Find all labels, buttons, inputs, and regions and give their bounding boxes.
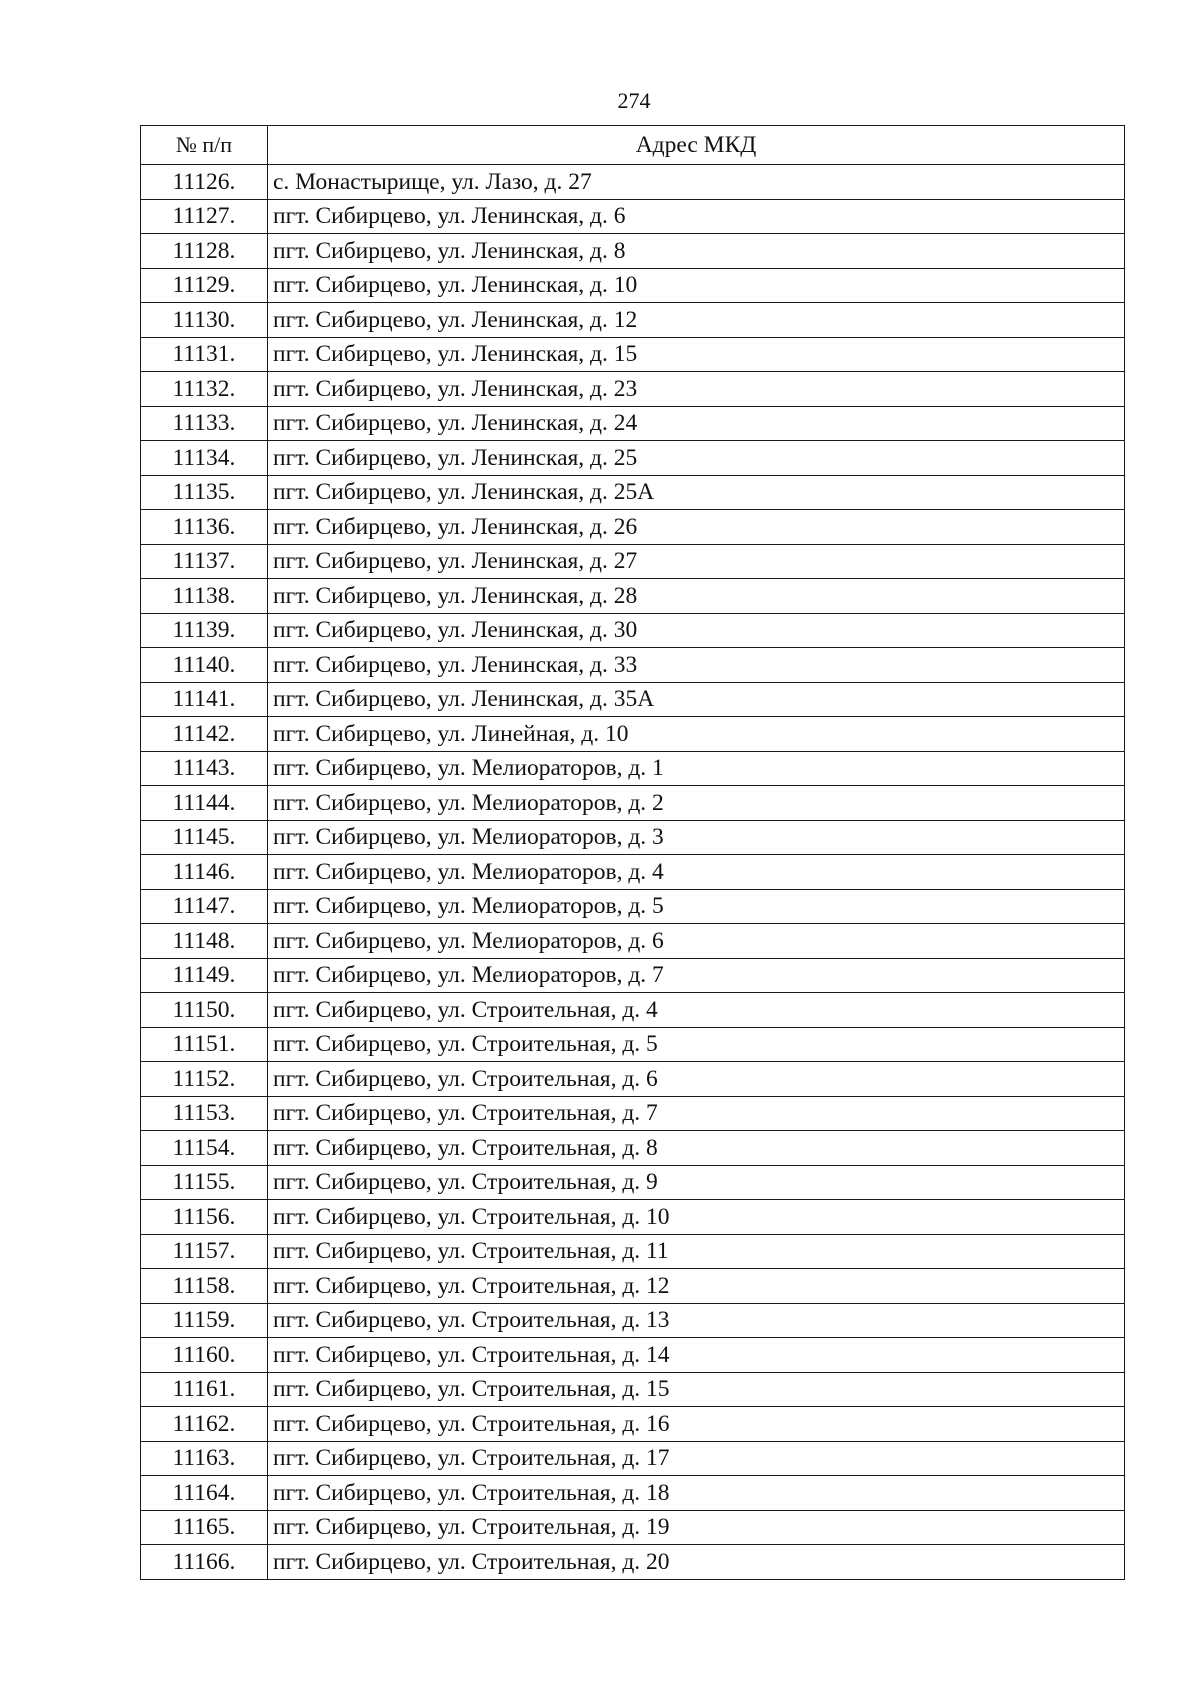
row-address: пгт. Сибирцево, ул. Мелиораторов, д. 1 — [268, 751, 1125, 786]
row-address: пгт. Сибирцево, ул. Ленинская, д. 33 — [268, 648, 1125, 683]
row-number: 11153. — [141, 1096, 268, 1131]
row-address: пгт. Сибирцево, ул. Строительная, д. 19 — [268, 1510, 1125, 1545]
mkd-address-table — [140, 125, 1125, 1580]
row-address: пгт. Сибирцево, ул. Ленинская, д. 8 — [268, 234, 1125, 269]
row-number: 11166. — [141, 1545, 268, 1580]
table-row — [141, 1372, 1125, 1407]
row-number: 11140. — [141, 648, 268, 683]
table-body — [141, 165, 1125, 1580]
row-number: 11157. — [141, 1234, 268, 1269]
row-address: пгт. Сибирцево, ул. Ленинская, д. 26 — [268, 510, 1125, 545]
table-row — [141, 682, 1125, 717]
row-number: 11151. — [141, 1027, 268, 1062]
table-row — [141, 717, 1125, 752]
row-address: пгт. Сибирцево, ул. Ленинская, д. 27 — [268, 544, 1125, 579]
row-number: 11154. — [141, 1131, 268, 1166]
row-number: 11126. — [141, 165, 268, 200]
row-number: 11150. — [141, 993, 268, 1028]
row-number: 11133. — [141, 406, 268, 441]
row-number: 11145. — [141, 820, 268, 855]
row-address: пгт. Сибирцево, ул. Ленинская, д. 30 — [268, 613, 1125, 648]
table-row — [141, 1510, 1125, 1545]
row-number: 11142. — [141, 717, 268, 752]
table-row — [141, 1407, 1125, 1442]
row-number: 11134. — [141, 441, 268, 476]
row-address: с. Монастырище, ул. Лазо, д. 27 — [268, 165, 1125, 200]
row-number: 11132. — [141, 372, 268, 407]
row-address: пгт. Сибирцево, ул. Мелиораторов, д. 4 — [268, 855, 1125, 890]
column-header-number: № п/п — [141, 126, 268, 165]
table-row — [141, 441, 1125, 476]
row-address: пгт. Сибирцево, ул. Ленинская, д. 6 — [268, 199, 1125, 234]
row-address: пгт. Сибирцево, ул. Мелиораторов, д. 3 — [268, 820, 1125, 855]
row-number: 11146. — [141, 855, 268, 890]
table-row — [141, 268, 1125, 303]
row-address: пгт. Сибирцево, ул. Строительная, д. 15 — [268, 1372, 1125, 1407]
row-address: пгт. Сибирцево, ул. Строительная, д. 17 — [268, 1441, 1125, 1476]
row-number: 11155. — [141, 1165, 268, 1200]
table-row — [141, 1096, 1125, 1131]
table-row — [141, 544, 1125, 579]
row-address: пгт. Сибирцево, ул. Строительная, д. 9 — [268, 1165, 1125, 1200]
row-address: пгт. Сибирцево, ул. Ленинская, д. 12 — [268, 303, 1125, 338]
row-address: пгт. Сибирцево, ул. Строительная, д. 14 — [268, 1338, 1125, 1373]
row-address: пгт. Сибирцево, ул. Строительная, д. 13 — [268, 1303, 1125, 1338]
row-address: пгт. Сибирцево, ул. Мелиораторов, д. 6 — [268, 924, 1125, 959]
table-row — [141, 1545, 1125, 1580]
row-address: пгт. Сибирцево, ул. Линейная, д. 10 — [268, 717, 1125, 752]
row-number: 11149. — [141, 958, 268, 993]
table-row — [141, 337, 1125, 372]
row-number: 11148. — [141, 924, 268, 959]
row-number: 11131. — [141, 337, 268, 372]
table-row — [141, 579, 1125, 614]
table-row — [141, 165, 1125, 200]
table-row — [141, 648, 1125, 683]
row-number: 11129. — [141, 268, 268, 303]
row-number: 11144. — [141, 786, 268, 821]
table-row — [141, 234, 1125, 269]
table-row — [141, 372, 1125, 407]
row-address: пгт. Сибирцево, ул. Строительная, д. 18 — [268, 1476, 1125, 1511]
row-number: 11138. — [141, 579, 268, 614]
row-address: пгт. Сибирцево, ул. Мелиораторов, д. 7 — [268, 958, 1125, 993]
row-address: пгт. Сибирцево, ул. Строительная, д. 12 — [268, 1269, 1125, 1304]
table-row — [141, 613, 1125, 648]
row-number: 11128. — [141, 234, 268, 269]
row-number: 11161. — [141, 1372, 268, 1407]
row-address: пгт. Сибирцево, ул. Ленинская, д. 23 — [268, 372, 1125, 407]
table-row — [141, 1269, 1125, 1304]
row-number: 11159. — [141, 1303, 268, 1338]
row-number: 11136. — [141, 510, 268, 545]
table-row — [141, 303, 1125, 338]
row-number: 11163. — [141, 1441, 268, 1476]
row-address: пгт. Сибирцево, ул. Ленинская, д. 25А — [268, 475, 1125, 510]
row-number: 11156. — [141, 1200, 268, 1235]
row-number: 11143. — [141, 751, 268, 786]
table-row — [141, 1200, 1125, 1235]
row-address: пгт. Сибирцево, ул. Строительная, д. 7 — [268, 1096, 1125, 1131]
table-row — [141, 1234, 1125, 1269]
row-number: 11127. — [141, 199, 268, 234]
row-address: пгт. Сибирцево, ул. Строительная, д. 6 — [268, 1062, 1125, 1097]
table-row — [141, 1476, 1125, 1511]
table-row — [141, 1062, 1125, 1097]
table-row — [141, 1441, 1125, 1476]
row-address: пгт. Сибирцево, ул. Ленинская, д. 25 — [268, 441, 1125, 476]
row-number: 11139. — [141, 613, 268, 648]
row-address: пгт. Сибирцево, ул. Строительная, д. 20 — [268, 1545, 1125, 1580]
row-address: пгт. Сибирцево, ул. Ленинская, д. 15 — [268, 337, 1125, 372]
row-address: пгт. Сибирцево, ул. Строительная, д. 5 — [268, 1027, 1125, 1062]
table-row — [141, 889, 1125, 924]
table-row — [141, 820, 1125, 855]
table-row — [141, 1027, 1125, 1062]
row-address: пгт. Сибирцево, ул. Ленинская, д. 10 — [268, 268, 1125, 303]
row-address: пгт. Сибирцево, ул. Строительная, д. 8 — [268, 1131, 1125, 1166]
row-number: 11147. — [141, 889, 268, 924]
column-header-address: Адрес МКД — [268, 126, 1125, 165]
table-row — [141, 751, 1125, 786]
table-row — [141, 1165, 1125, 1200]
page-number: 274 — [617, 88, 651, 113]
row-number: 11158. — [141, 1269, 268, 1304]
row-number: 11141. — [141, 682, 268, 717]
row-address: пгт. Сибирцево, ул. Ленинская, д. 35А — [268, 682, 1125, 717]
row-number: 11130. — [141, 303, 268, 338]
row-address: пгт. Сибирцево, ул. Строительная, д. 4 — [268, 993, 1125, 1028]
row-address: пгт. Сибирцево, ул. Строительная, д. 11 — [268, 1234, 1125, 1269]
row-number: 11165. — [141, 1510, 268, 1545]
table-row — [141, 406, 1125, 441]
row-number: 11164. — [141, 1476, 268, 1511]
row-address: пгт. Сибирцево, ул. Мелиораторов, д. 5 — [268, 889, 1125, 924]
row-number: 11162. — [141, 1407, 268, 1442]
row-address: пгт. Сибирцево, ул. Мелиораторов, д. 2 — [268, 786, 1125, 821]
table-row — [141, 199, 1125, 234]
table-row — [141, 924, 1125, 959]
row-address: пгт. Сибирцево, ул. Ленинская, д. 24 — [268, 406, 1125, 441]
row-number: 11137. — [141, 544, 268, 579]
table-row — [141, 475, 1125, 510]
table-row — [141, 786, 1125, 821]
table-row — [141, 1338, 1125, 1373]
row-address: пгт. Сибирцево, ул. Строительная, д. 16 — [268, 1407, 1125, 1442]
table-row — [141, 510, 1125, 545]
row-number: 11160. — [141, 1338, 268, 1373]
row-number: 11135. — [141, 475, 268, 510]
table-row — [141, 855, 1125, 890]
table-row — [141, 1303, 1125, 1338]
table-header-row — [141, 126, 1125, 165]
table-row — [141, 993, 1125, 1028]
table-row — [141, 958, 1125, 993]
row-number: 11152. — [141, 1062, 268, 1097]
row-address: пгт. Сибирцево, ул. Строительная, д. 10 — [268, 1200, 1125, 1235]
row-address: пгт. Сибирцево, ул. Ленинская, д. 28 — [268, 579, 1125, 614]
table-row — [141, 1131, 1125, 1166]
